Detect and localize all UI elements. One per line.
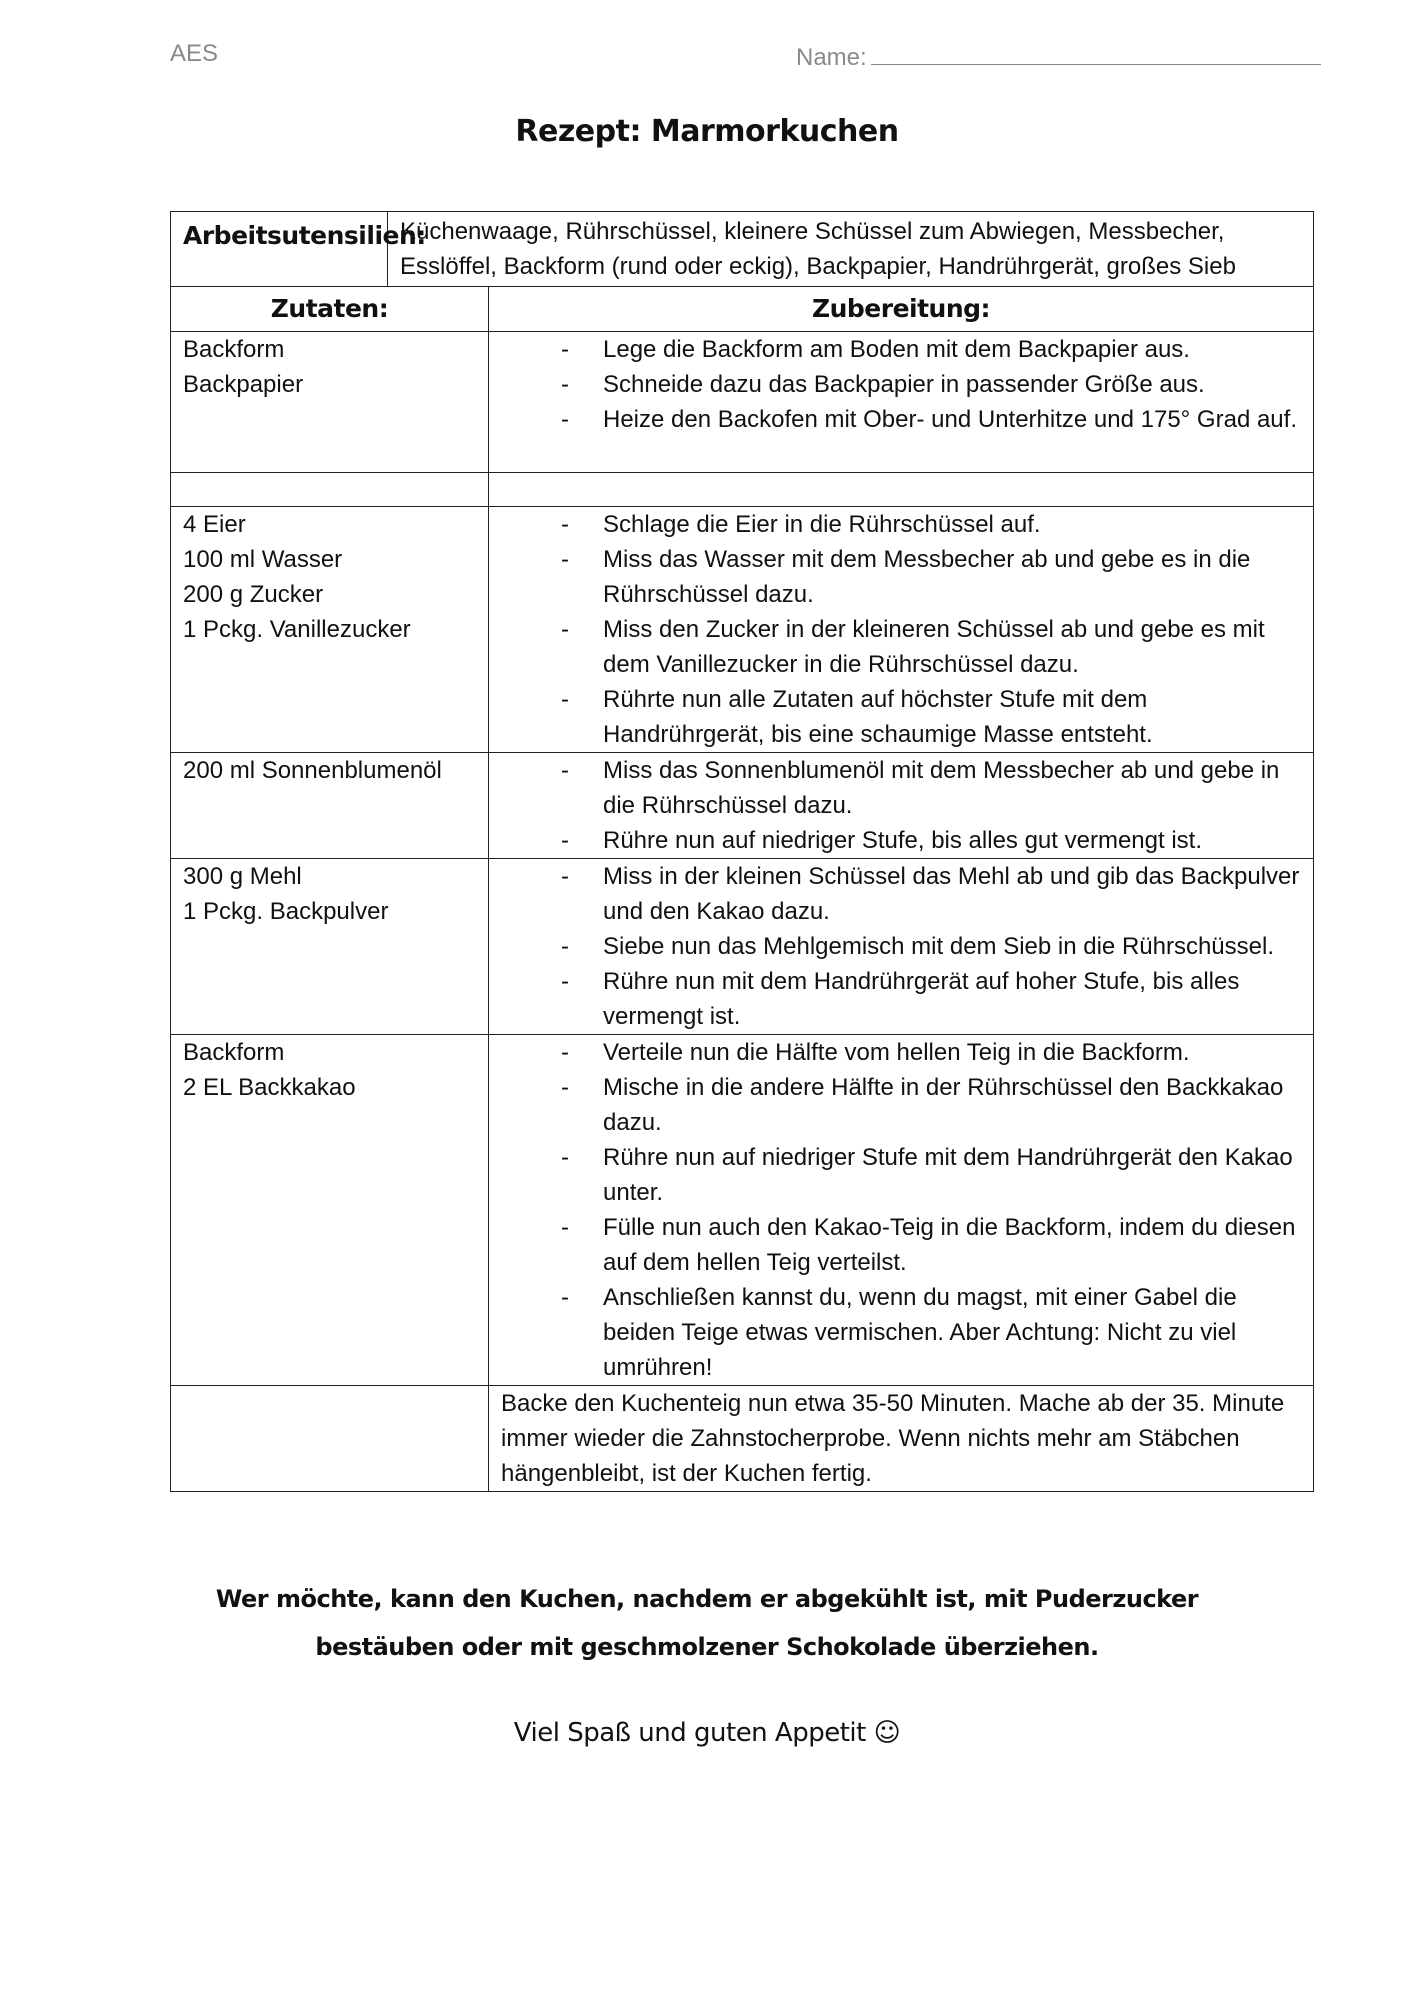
name-line [871, 40, 1321, 65]
ingredient-item: 2 EL Backkakao [183, 1074, 356, 1101]
step-item: - Miss das Sonnenblumenöl mit dem Messbecher ab und gebe in die Rührschüssel dazu. [561, 753, 1301, 823]
table-row [171, 753, 1314, 859]
step-item: - Schneide dazu das Backpapier in passender Größe aus. [561, 367, 1301, 402]
step-item: - Siebe nun das Mehlgemisch mit dem Sieb in die Rührschüssel. [561, 929, 1301, 964]
step-item: - Verteile nun die Hälfte vom hellen Teig in die Backform. [561, 1035, 1301, 1070]
table-row [171, 332, 1314, 473]
step-item: - Fülle nun auch den Kakao-Teig in die Backform, indem du diesen auf dem hellen Teig verteilst. [561, 1210, 1301, 1280]
page-title: Rezept: Marmorkuchen [515, 114, 899, 149]
preparation-header: Zubereitung: [489, 287, 1314, 332]
step-item: - Miss das Wasser mit dem Messbecher ab und gebe es in die Rührschüssel dazu. [561, 542, 1301, 612]
step-item: - Rühre nun mit dem Handrührgerät auf hoher Stufe, bis alles vermengt ist. [561, 964, 1301, 1034]
ingredients-cell [171, 332, 489, 473]
step-item: - Rühre nun auf niedriger Stufe, bis alles gut vermengt ist. [561, 823, 1301, 858]
ingredients-cell [171, 1035, 489, 1386]
ingredient-item: 100 ml Wasser [183, 546, 343, 573]
final-step-cell: Backe den Kuchenteig nun etwa 35-50 Minuten. Mache ab der 35. Minute immer wieder die Zahnstocherprobe. Wenn nichts mehr am Stäbchen hängenbleibt, ist der Kuchen fertig. [489, 1386, 1314, 1492]
step-item: - Mische in die andere Hälfte in der Rührschüssel den Backkakao dazu. [561, 1070, 1301, 1140]
ingredient-item: Backpapier [183, 371, 304, 398]
ingredients-cell [171, 859, 489, 1035]
steps-cell [489, 859, 1314, 1035]
table-row [171, 1386, 1314, 1492]
header-school: AES [170, 40, 219, 67]
empty-cell [171, 1386, 489, 1492]
column-header-row [171, 287, 1314, 332]
table-row [171, 1035, 1314, 1386]
steps-cell [489, 753, 1314, 859]
step-item: - Heize den Backofen mit Ober- und Unterhitze und 175° Grad auf. [561, 402, 1301, 437]
ingredient-item: 1 Pckg. Backpulver [183, 898, 389, 925]
step-item: - Schlage die Eier in die Rührschüssel auf. [561, 507, 1301, 542]
table-row [171, 507, 1314, 753]
empty-row [171, 473, 1314, 507]
ingredient-item: 300 g Mehl [183, 863, 302, 890]
step-item: - Lege die Backform am Boden mit dem Backpapier aus. [561, 332, 1301, 367]
ingredients-cell [171, 507, 489, 753]
ingredient-item: Backform [183, 1039, 285, 1066]
step-item: - Rühre nun auf niedriger Stufe mit dem Handrührgerät den Kakao unter. [561, 1140, 1301, 1210]
utensils-row [171, 212, 1314, 287]
ingredients-header: Zutaten: [171, 287, 489, 332]
ingredient-item: 1 Pckg. Vanillezucker [183, 616, 411, 643]
serving-note-text: Wer möchte, kann den Kuchen, nachdem er abgekühlt ist, mit Puderzucker bestäuben oder mit geschmolzener Schokolade überziehen. [215, 1585, 1199, 1661]
steps-cell [489, 332, 1314, 473]
utensils-text: Küchenwaage, Rührschüssel, kleinere Schüssel zum Abwiegen, Messbecher, Esslöffel, Backform (rund oder eckig), Backpapier, Handrührgerät, großes Sieb [388, 212, 1314, 287]
empty-cell [171, 473, 489, 507]
step-item: - Miss den Zucker in der kleineren Schüssel ab und gebe es mit dem Vanillezucker in die Rührschüssel dazu. [561, 612, 1301, 682]
step-item: - Anschließen kannst du, wenn du magst, mit einer Gabel die beiden Teige etwas vermischen. Aber Achtung: Nicht zu viel umrühren! [561, 1280, 1301, 1385]
step-item: - Miss in der kleinen Schüssel das Mehl ab und gib das Backpulver und den Kakao dazu. [561, 859, 1301, 929]
ingredient-item: 4 Eier [183, 511, 246, 538]
serving-note [0, 1575, 1414, 1671]
table-row [171, 859, 1314, 1035]
closing-text: Viel Spaß und guten Appetit ☺ [513, 1718, 901, 1748]
name-label: Name: [796, 44, 867, 71]
steps-cell [489, 1035, 1314, 1386]
ingredient-item: Backform [183, 336, 285, 363]
name-field [796, 40, 1321, 72]
ingredient-item: 200 g Zucker [183, 581, 324, 608]
utensils-label: Arbeitsutensilien: [171, 212, 388, 287]
recipe-table [170, 211, 1314, 1492]
ingredients-cell [171, 753, 489, 859]
empty-cell [489, 473, 1314, 507]
steps-cell [489, 507, 1314, 753]
ingredient-item: 200 ml Sonnenblumenöl [183, 757, 442, 784]
step-item: - Rührte nun alle Zutaten auf höchster Stufe mit dem Handrührgerät, bis eine schaumige Masse entsteht. [561, 682, 1301, 752]
